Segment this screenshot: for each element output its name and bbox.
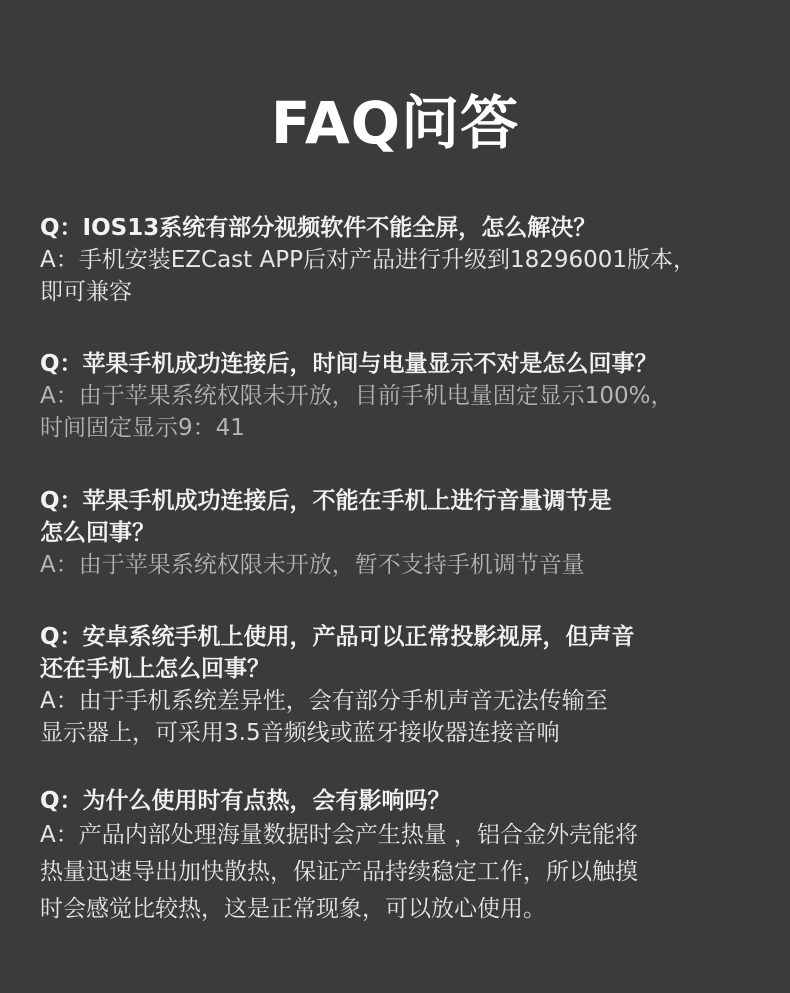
faq-question bbox=[40, 348, 760, 380]
answer-line: A：由于苹果系统权限未开放，暂不支持手机调节音量 bbox=[40, 552, 585, 578]
answer-line: 时会感觉比较热，这是正常现象，可以放心使用。 bbox=[40, 896, 546, 922]
question-line: Q：安卓系统手机上使用，产品可以正常投影视屏，但声音 bbox=[40, 624, 635, 650]
answer-line: 显示器上，可采用3.5音频线或蓝牙接收器连接音响 bbox=[40, 720, 560, 746]
question-line: 还在手机上怎么回事？ bbox=[40, 656, 270, 682]
faq-item-1 bbox=[40, 212, 760, 308]
answer-line: 即可兼容 bbox=[40, 279, 132, 305]
faq-item-4 bbox=[40, 621, 760, 749]
faq-question bbox=[40, 212, 760, 244]
question-line: Q：苹果手机成功连接后，时间与电量显示不对是怎么回事？ bbox=[40, 351, 658, 377]
faq-answer bbox=[40, 685, 760, 749]
question-line: Q：苹果手机成功连接后，不能在手机上进行音量调节是 bbox=[40, 488, 612, 514]
answer-line: A：手机安装EZCast APP后对产品进行升级到18296001版本， bbox=[40, 247, 697, 273]
faq-item-2 bbox=[40, 348, 760, 444]
page-title: FAQ问答 bbox=[270, 89, 520, 157]
faq-question bbox=[40, 785, 760, 817]
question-line: Q：IOS13系统有部分视频软件不能全屏，怎么解决？ bbox=[40, 215, 597, 241]
faq-answer bbox=[40, 380, 760, 444]
faq-answer bbox=[40, 817, 760, 928]
answer-line: A：由于手机系统差异性，会有部分手机声音无法传输至 bbox=[40, 688, 608, 714]
question-line: 怎么回事？ bbox=[40, 520, 155, 546]
faq-question bbox=[40, 621, 760, 685]
faq-item-5 bbox=[40, 785, 760, 928]
faq-question bbox=[40, 485, 760, 549]
answer-line: A：由于苹果系统权限未开放，目前手机电量固定显示100%， bbox=[40, 383, 674, 409]
question-line: Q：为什么使用时有点热，会有影响吗？ bbox=[40, 788, 451, 814]
faq-answer bbox=[40, 549, 760, 581]
faq-answer bbox=[40, 244, 760, 308]
answer-line: 时间固定显示9：41 bbox=[40, 415, 245, 441]
answer-line: 热量迅速导出加快散热，保证产品持续稳定工作，所以触摸 bbox=[40, 859, 638, 885]
answer-line: A：产品内部处理海量数据时会产生热量 ，铝合金外壳能将 bbox=[40, 822, 639, 848]
faq-item-3 bbox=[40, 485, 760, 581]
